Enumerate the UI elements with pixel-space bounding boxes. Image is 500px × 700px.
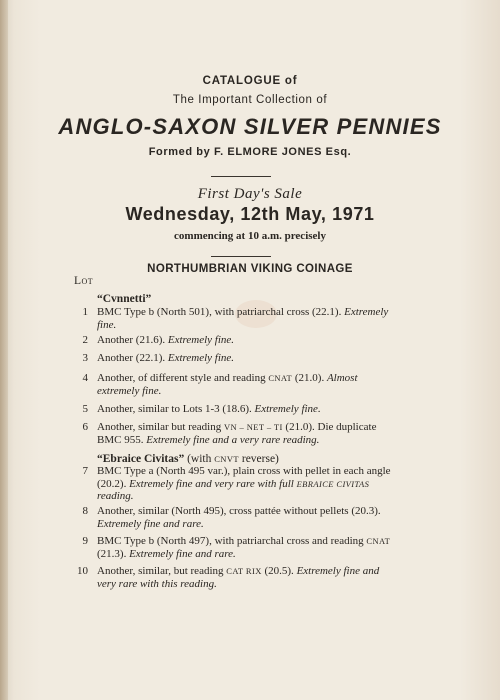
- lot-description: Another, of different style and reading CNAT (21.0).: [97, 372, 327, 384]
- lot-number: 10: [77, 565, 88, 577]
- collection-heading: The Important Collection of: [172, 94, 328, 106]
- lot-description: Another, similar to Lots 1-3 (18.6).: [97, 403, 255, 415]
- lot-description: Another, similar (North 495), cross pattée without pellets (20.3).: [97, 505, 381, 517]
- lot-grade: Almost extremely fine.: [97, 372, 358, 397]
- lot-description: Another (21.6).: [97, 334, 168, 346]
- lot-grade: Extremely fine and a very rare reading.: [146, 433, 320, 446]
- divider-rule: [211, 256, 271, 257]
- formed-by-line: Formed by F. ELMORE JONES Esq.: [148, 146, 352, 158]
- group-heading-suffix: (with CNVT reverse): [184, 453, 279, 465]
- group-heading-title: “Cvnnetti”: [97, 293, 152, 305]
- lot-grade: Extremely fine and rare.: [97, 517, 204, 530]
- main-title: ANGLO-SAXON SILVER PENNIES: [58, 114, 442, 139]
- lot-grade: Extremely fine.: [167, 334, 235, 346]
- group-heading-title: “Ebraice Civitas”: [97, 453, 185, 465]
- lot-number: 4: [82, 372, 88, 384]
- sale-date: Wednesday, 12th May, 1971: [125, 204, 375, 224]
- lot-number: 5: [82, 403, 88, 415]
- lot-number: 2: [82, 334, 88, 346]
- lot-grade: Extremely fine and very rare with full EBRAICE CIVITAS reading.: [97, 477, 370, 502]
- lot-grade: Extremely fine.: [167, 352, 235, 364]
- section-title: NORTHUMBRIAN VIKING COINAGE: [147, 263, 353, 275]
- lot-grade: Extremely fine and rare.: [129, 547, 236, 560]
- lot-column-label: Lot: [74, 275, 94, 287]
- lot-number: 1: [82, 306, 88, 318]
- lot-number: 8: [82, 505, 88, 517]
- lot-number: 6: [82, 421, 88, 433]
- lot-number: 3: [82, 352, 88, 364]
- group-heading: [97, 453, 279, 465]
- catalogue-heading: CATALOGUE of: [202, 75, 298, 87]
- lot-grade: Extremely fine.: [254, 403, 321, 415]
- lot-grade: Extremely fine and very rare with this reading.: [97, 565, 380, 590]
- lot-number: 7: [82, 465, 88, 477]
- lot-description: BMC Type b (North 497), with patriarchal cross and reading CNAT (21.3).: [97, 535, 391, 560]
- first-day-label: First Day's Sale: [197, 186, 303, 202]
- lot-grade: Extremely fine.: [97, 306, 389, 331]
- lot-number: 9: [82, 535, 88, 547]
- lot-description: BMC Type a (North 495 var.), plain cross with pellet in each angle (20.2).: [97, 465, 391, 490]
- lot-description: BMC Type b (North 501), with patriarchal cross (22.1).: [97, 306, 345, 318]
- divider-rule: [211, 176, 271, 177]
- group-heading: [97, 293, 151, 305]
- start-time: commencing at 10 a.m. precisely: [174, 230, 326, 242]
- lot-description: Another, similar but reading VN – NET – TI (21.0). Die duplicate BMC 955.: [97, 421, 377, 446]
- lot-description: Another, similar, but reading CAT RIX (20.5).: [97, 565, 297, 577]
- lot-description: Another (22.1).: [97, 352, 168, 364]
